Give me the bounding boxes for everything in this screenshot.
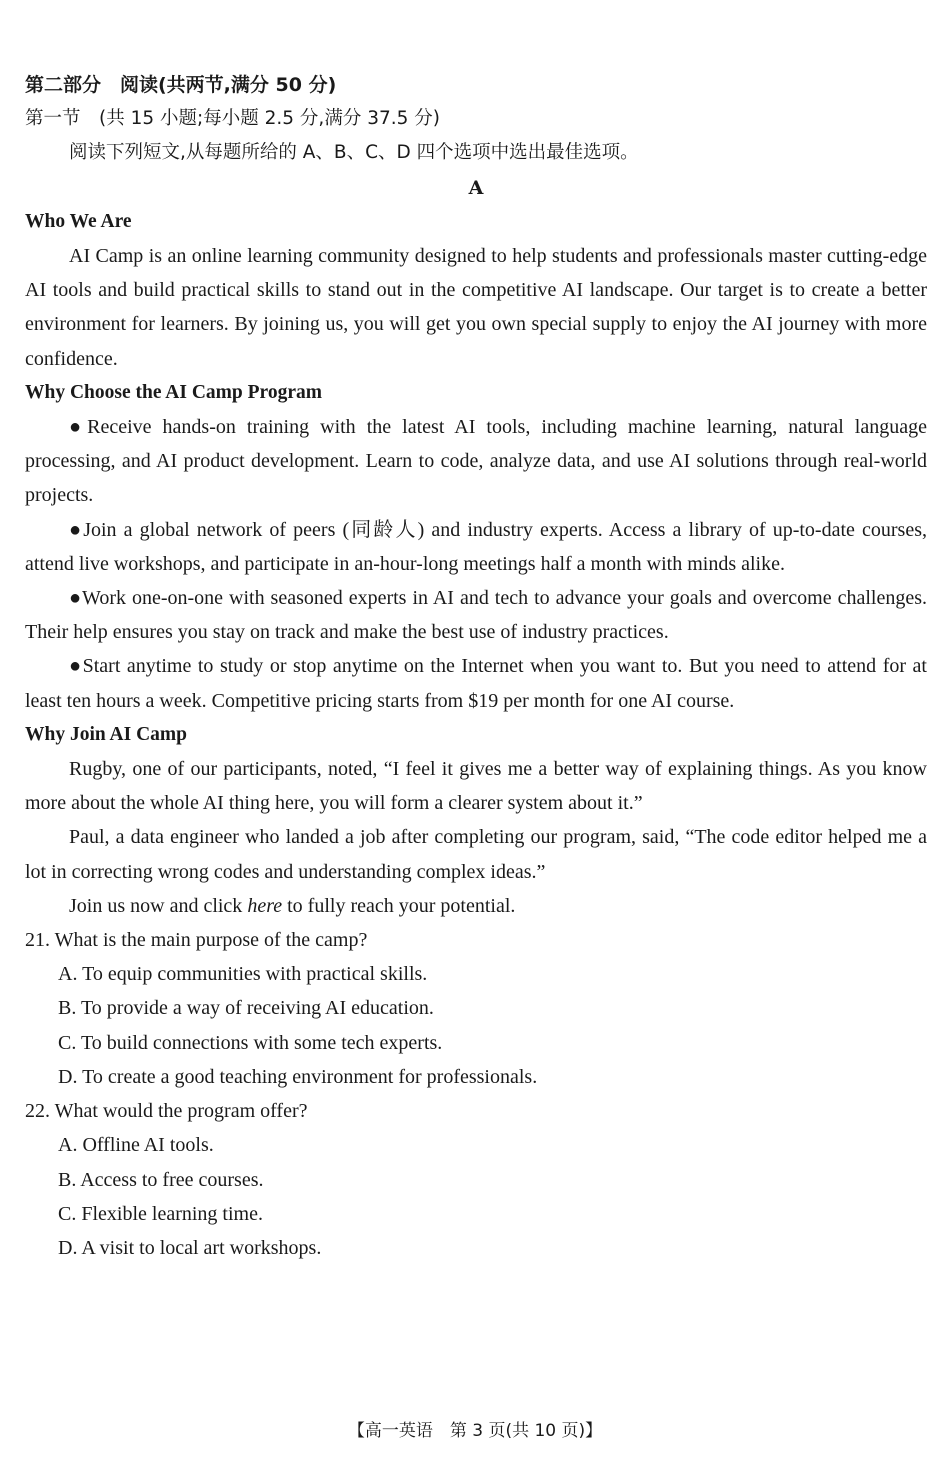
option-a: A. To equip communities with practical skills.: [58, 963, 428, 986]
why-choose-heading: Why Choose the AI Camp Program: [25, 381, 323, 403]
option-b: B. To provide a way of receiving AI education.: [58, 997, 434, 1020]
option-c: C. To build connections with some tech experts.: [58, 1031, 443, 1054]
section-header: 第二部分 阅读(共两节,满分 50 分): [25, 74, 337, 96]
exam-page: [25, 68, 927, 1265]
option-d: D. A visit to local art workshops.: [58, 1236, 322, 1259]
option-b: B. Access to free courses.: [58, 1168, 264, 1191]
quote-paul: Paul, a data engineer who landed a job after completing our program, said, “The code editor helped me a lot in correcting wrong codes and understanding complex ideas.”: [25, 826, 927, 883]
option-d: D. To create a good teaching environment for professionals.: [58, 1065, 538, 1088]
who-we-are-heading: Who We Are: [25, 210, 132, 232]
question-stem: 22. What would the program offer?: [25, 1100, 308, 1123]
bullet-schedule: ●Start anytime to study or stop anytime on the Internet when you want to. But you need to attend for at least ten hours a week. Competitive pricing starts from $19 per month for one AI course.: [25, 655, 927, 712]
question-21: [25, 923, 927, 1094]
call-to-action: [25, 889, 927, 923]
why-join-heading: Why Join AI Camp: [25, 723, 187, 745]
bullet-training: ●Receive hands-on training with the latest AI tools, including machine learning, natural language processing, and AI product development. Learn to code, analyze data, and use AI solutions through real-world projects.: [25, 416, 927, 507]
subsection-header: 第一节 (共 15 小题;每小题 2.5 分,满分 37.5 分): [25, 108, 440, 130]
quote-rugby: Rugby, one of our participants, noted, “I feel it gives me a better way of explaining things. As you know more about the whole AI thing here, you will form a clearer system about it.”: [25, 758, 927, 815]
page-footer: 【高一英语 第 3 页(共 10 页)】: [347, 1421, 603, 1441]
option-a: A. Offline AI tools.: [58, 1134, 214, 1157]
option-c: C. Flexible learning time.: [58, 1202, 263, 1225]
who-we-are-text: AI Camp is an online learning community designed to help students and professionals master cutting-edge AI tools and build practical skills to stand out in the competitive AI landscape. Our target is to create a better environment for learners. By joining us, you will get you own special supply to enjoy the AI journey with more confidence.: [25, 245, 927, 370]
question-22: [25, 1094, 927, 1265]
passage-letter: A: [468, 176, 484, 199]
cta-after: to fully reach your potential.: [282, 894, 516, 917]
cta-before: Join us now and click: [69, 894, 248, 917]
instructions: 阅读下列短文,从每题所给的 A、B、C、D 四个选项中选出最佳选项。: [69, 142, 639, 164]
bullet-experts: ●Work one-on-one with seasoned experts in AI and tech to advance your goals and overcome challenges. Their help ensures you stay on track and make the best use of industry practices.: [25, 587, 927, 644]
question-stem: 21. What is the main purpose of the camp?: [25, 929, 368, 952]
here-link[interactable]: here: [247, 894, 283, 917]
bullet-network: ●Join a global network of peers (同龄人) and industry experts. Access a library of up-to-date courses, attend live workshops, and participate in an-hour-long meetings half a month with minds alike.: [25, 518, 927, 575]
